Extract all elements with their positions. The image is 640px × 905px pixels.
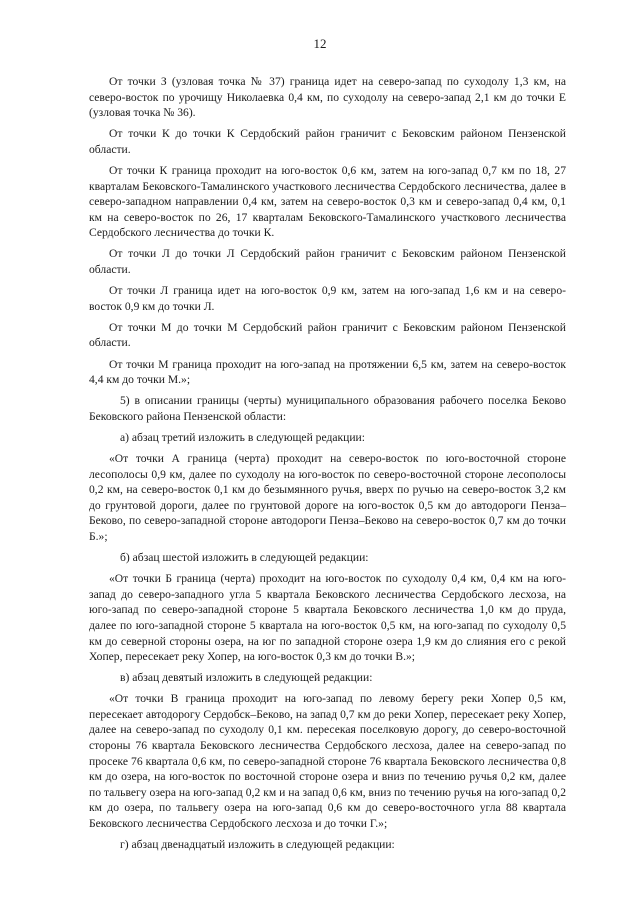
- paragraph-item-5: 5) в описании границы (черты) муниципального образования рабочего поселка Беково Бековского района Пензенской области:: [89, 394, 566, 423]
- paragraph-point-z: От точки З (узловая точка № 37) граница идет на северо-запад по суходолу 1,3 км, на северо-восток по урочищу Николаевка 0,4 км, по суходолу на северо-запад 2,1 км до точки Е (узловая точка № 36).: [89, 75, 566, 120]
- document-body: [89, 74, 566, 857]
- paragraph-subitem-a: а) абзац третий изложить в следующей редакции:: [120, 430, 365, 444]
- paragraph-point-m-route: От точки М граница проходит на юго-запад на протяжении 6,5 км, затем на северо-восток 4,4 км до точки М.»;: [89, 357, 566, 387]
- paragraph-subitem-g: г) абзац двенадцатый изложить в следующей редакции:: [120, 838, 395, 852]
- page-number: 12: [313, 36, 327, 51]
- paragraph-point-a-text: «От точки А граница (черта) проходит на северо-восток по юго-восточной стороне лесополосы 0,9 км, далее по суходолу на юго-восток по северо-восточной стороне лесополосы 0,2 км, на северо-восток 0,1 км до безымянного ручья, вверх по ручью на северо-восток 3,2 км до грунтовой дороги, далее по грунтовой дороге на юго-восток 0,5 км до автодороги Пенза–Беково, по северо-западной стороне автодороги Пенза–Беково на северо-восток 0,7 км до точки Б.»;: [89, 451, 566, 543]
- paragraph-point-b-text: «От точки Б граница (черта) проходит на юго-восток по суходолу 0,4 км, 0,4 км на юго-запад до северо-западного угла 5 квартала Бековского лесничества Сердобского лесхоза, на юго-запад по северо-западной стороне 5 квартала Бековского лесничества 1,0 км до пруда, далее по юго-западной стороне 5 квартала на юго-восток 0,5 км, на юго-запад по суходолу 0,5 км до северной стороны озера, на юг по западной стороне озера 1,9 км до слияния его с рекой Хопер, пересекает реку Хопер, на юго-восток 0,3 км до точки В.»;: [89, 572, 566, 664]
- paragraph-point-v-text: «От точки В граница проходит на юго-запад по левому берегу реки Хопер 0,5 км, пересекает автодорогу Сердобск–Беково, на запад 0,7 км до реки Хопер, пересекает реку Хопер, далее на северо-запад по суходолу 0,1 км. пересекая поселковую дорогу, до северо-восточной стороны 76 квартала Бековского лесничества Сердобского лесхоза, далее на северо-запад по просеке 76 квартала 0,6 км, по северо-западной стороне 76 квартала Бековского лесничества 0,8 км до озера, на юго-восток по восточной стороне озера и вниз по течению ручья 0,2 км, далее по тальвегу озера на юго-запад 0,2 км и на запад 0,6 км, вниз по течению ручья на юго-запад 0,2 км до озера, по тальвегу озера на юго-запад 0,6 км до северо-восточного угла 88 квартала Бековского лесничества Сердобского лесхоза и до точки Г.»;: [89, 692, 566, 831]
- paragraph-subitem-v: в) абзац девятый изложить в следующей редакции:: [120, 671, 373, 685]
- paragraph-subitem-b: б) абзац шестой изложить в следующей редакции:: [120, 551, 369, 565]
- paragraph-point-m-border: От точки М до точки М Сердобский район граничит с Бековским районом Пензенской области.: [89, 320, 566, 350]
- paragraph-point-l-route: От точки Л граница идет на юго-восток 0,9 км, затем на юго-запад 1,6 км и на северо-восток 0,9 км до точки Л.: [89, 284, 566, 313]
- paragraph-point-k-route: От точки К граница проходит на юго-восток 0,6 км, затем на юго-запад 0,7 км по 18, 27 кварталам Бековского-Тамалинского участкового лесничества Сердобского лесничества, далее в северо-западном направлении 0,4 км, затем на северо-восток 0,3 км и северо-запад 0,4 км, 0,1 км на северо-восток по 26, 17 кварталам Бековского-Тамалинского участкового лесничества Сердобского лесничества до точки К.: [89, 163, 566, 240]
- paragraph-point-l-border: От точки Л до точки Л Сердобский район граничит с Бековским районом Пензенской области.: [89, 247, 566, 277]
- paragraph-point-k-border: От точки К до точки К Сердобский район граничит с Бековским районом Пензенской области.: [89, 127, 566, 156]
